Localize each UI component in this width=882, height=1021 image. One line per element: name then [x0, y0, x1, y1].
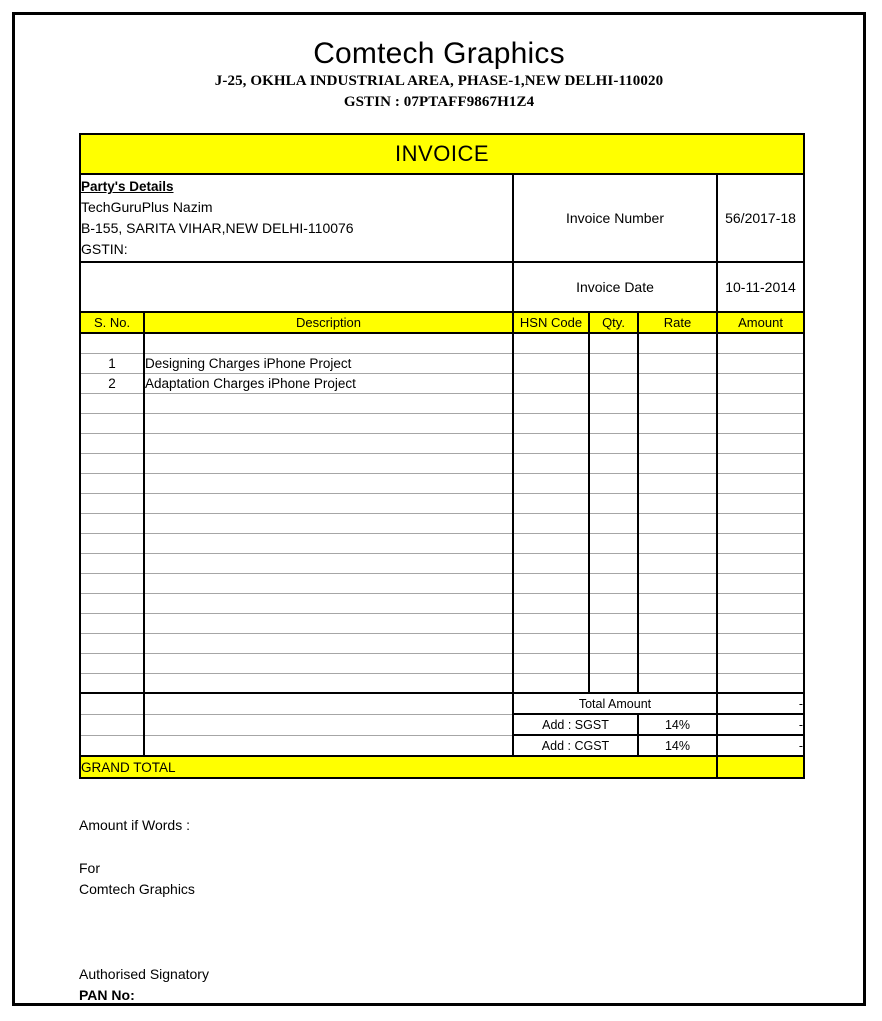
cell-amount[interactable]	[717, 333, 804, 353]
footer-spacer-1	[79, 836, 803, 858]
cell-qty[interactable]	[589, 333, 638, 353]
party-and-invoice-number-row	[80, 174, 804, 262]
invoice-number-label: Invoice Number	[513, 174, 717, 262]
cell-amount[interactable]	[717, 373, 804, 393]
table-row[interactable]	[80, 413, 804, 433]
cell-description[interactable]	[144, 493, 513, 513]
cell-sno[interactable]	[80, 493, 144, 513]
for-label: For	[79, 860, 100, 876]
cell-sno[interactable]	[80, 613, 144, 633]
cell-description[interactable]: Designing Charges iPhone Project	[144, 353, 513, 373]
table-row[interactable]	[80, 493, 804, 513]
totals-blank-desc	[144, 735, 513, 756]
cell-amount[interactable]	[717, 393, 804, 413]
cell-amount[interactable]	[717, 433, 804, 453]
invoice-number-value: 56/2017-18	[717, 174, 804, 262]
cell-rate[interactable]	[638, 513, 717, 533]
column-header-description: Description	[144, 312, 513, 333]
grand-total-row	[80, 756, 804, 778]
grand-total-label: GRAND TOTAL	[80, 756, 717, 778]
cell-hsn[interactable]	[513, 533, 589, 553]
cell-sno[interactable]: 1	[80, 353, 144, 373]
cell-sno[interactable]	[80, 553, 144, 573]
cell-amount[interactable]	[717, 513, 804, 533]
totals-row	[80, 714, 804, 735]
table-row[interactable]	[80, 653, 804, 673]
cell-qty[interactable]	[589, 593, 638, 613]
cell-rate[interactable]	[638, 473, 717, 493]
authorised-signatory-label: Authorised Signatory	[79, 966, 209, 982]
letterhead	[15, 37, 863, 113]
cell-amount[interactable]	[717, 533, 804, 553]
table-row[interactable]	[80, 393, 804, 413]
cell-description[interactable]	[144, 593, 513, 613]
totals-row	[80, 735, 804, 756]
cell-rate[interactable]	[638, 533, 717, 553]
cell-qty[interactable]	[589, 393, 638, 413]
cell-rate[interactable]	[638, 573, 717, 593]
totals-blank-sno	[80, 693, 144, 714]
item-rows	[80, 333, 804, 693]
cell-sno[interactable]	[80, 413, 144, 433]
amount-in-words-label: Amount if Words :	[79, 817, 191, 833]
grand-total-amount	[717, 756, 804, 778]
totals-amount: -	[717, 693, 804, 714]
table-row[interactable]	[80, 333, 804, 353]
company-address: J-25, OKHLA INDUSTRIAL AREA, PHASE-1,NEW DELHI-110020	[214, 73, 664, 89]
cell-rate[interactable]	[638, 453, 717, 473]
table-row[interactable]	[80, 373, 804, 393]
cell-qty[interactable]	[589, 613, 638, 633]
cell-rate[interactable]	[638, 493, 717, 513]
invoice-date-value: 10-11-2014	[717, 262, 804, 312]
cell-sno[interactable]	[80, 653, 144, 673]
party-address: B-155, SARITA VIHAR,NEW DELHI-110076	[81, 220, 354, 236]
cell-description[interactable]	[144, 613, 513, 633]
cell-qty[interactable]	[589, 493, 638, 513]
cell-amount[interactable]	[717, 613, 804, 633]
cell-hsn[interactable]	[513, 373, 589, 393]
table-row[interactable]	[80, 633, 804, 653]
cell-qty[interactable]	[589, 433, 638, 453]
cell-description[interactable]	[144, 573, 513, 593]
cell-rate[interactable]	[638, 633, 717, 653]
cell-rate[interactable]	[638, 613, 717, 633]
cell-qty[interactable]	[589, 353, 638, 373]
cell-qty[interactable]	[589, 513, 638, 533]
cell-sno[interactable]	[80, 533, 144, 553]
cell-rate[interactable]	[638, 333, 717, 353]
invoice-date-label: Invoice Date	[513, 262, 717, 312]
cell-description[interactable]	[144, 413, 513, 433]
cell-amount[interactable]	[717, 593, 804, 613]
cell-sno[interactable]	[80, 433, 144, 453]
table-row[interactable]	[80, 613, 804, 633]
for-company-name: Comtech Graphics	[79, 881, 195, 897]
cell-qty[interactable]	[589, 673, 638, 693]
cell-hsn[interactable]	[513, 413, 589, 433]
totals-blank-desc	[144, 693, 513, 714]
page-border	[12, 12, 866, 1006]
party-name: TechGuruPlus Nazim	[81, 199, 213, 215]
cell-sno[interactable]	[80, 513, 144, 533]
totals-amount: -	[717, 735, 804, 756]
cell-qty[interactable]	[589, 533, 638, 553]
cell-description[interactable]	[144, 473, 513, 493]
table-header-row	[80, 312, 804, 333]
cell-description[interactable]	[144, 553, 513, 573]
party-details-cell	[80, 174, 513, 262]
cell-rate[interactable]	[638, 413, 717, 433]
cell-sno[interactable]: 2	[80, 373, 144, 393]
totals-rows	[80, 693, 804, 756]
cell-hsn[interactable]	[513, 673, 589, 693]
cell-qty[interactable]	[589, 633, 638, 653]
cell-sno[interactable]	[80, 473, 144, 493]
totals-row	[80, 693, 804, 714]
cell-hsn[interactable]	[513, 473, 589, 493]
cell-description[interactable]	[144, 333, 513, 353]
cell-rate[interactable]	[638, 653, 717, 673]
invoice-title-row	[80, 134, 804, 174]
table-row[interactable]	[80, 673, 804, 693]
cell-rate[interactable]	[638, 433, 717, 453]
table-row[interactable]	[80, 533, 804, 553]
cell-qty[interactable]	[589, 573, 638, 593]
cell-amount[interactable]	[717, 493, 804, 513]
table-row[interactable]	[80, 453, 804, 473]
cell-hsn[interactable]	[513, 573, 589, 593]
cell-amount[interactable]	[717, 353, 804, 373]
cell-sno[interactable]	[80, 593, 144, 613]
cell-qty[interactable]	[589, 653, 638, 673]
invoice-table	[79, 133, 805, 779]
cell-rate[interactable]	[638, 553, 717, 573]
cell-description[interactable]	[144, 533, 513, 553]
cell-description[interactable]	[144, 453, 513, 473]
cell-sno[interactable]	[80, 633, 144, 653]
cell-rate[interactable]	[638, 393, 717, 413]
cell-amount[interactable]	[717, 653, 804, 673]
totals-amount: -	[717, 714, 804, 735]
company-gstin: GSTIN : 07PTAFF9867H1Z4	[343, 94, 535, 110]
cell-hsn[interactable]	[513, 613, 589, 633]
cell-hsn[interactable]	[513, 633, 589, 653]
pan-no-label: PAN No:	[79, 987, 135, 1003]
cell-rate[interactable]	[638, 353, 717, 373]
cell-description[interactable]	[144, 653, 513, 673]
table-row[interactable]	[80, 513, 804, 533]
cell-description[interactable]	[144, 433, 513, 453]
signature-space	[79, 900, 803, 964]
totals-label: Add : CGST	[513, 735, 638, 756]
cell-hsn[interactable]	[513, 353, 589, 373]
table-row[interactable]	[80, 553, 804, 573]
cell-hsn[interactable]	[513, 653, 589, 673]
cell-amount[interactable]	[717, 673, 804, 693]
party-gstin: GSTIN:	[81, 241, 128, 257]
cell-rate[interactable]	[638, 673, 717, 693]
column-header-sno: S. No.	[80, 312, 144, 333]
company-name: Comtech Graphics	[313, 37, 565, 70]
totals-label: Total Amount	[513, 693, 717, 714]
totals-rate: 14%	[638, 735, 717, 756]
table-row[interactable]	[80, 433, 804, 453]
cell-description[interactable]	[144, 633, 513, 653]
cell-hsn[interactable]	[513, 453, 589, 473]
party-extra-cell	[80, 262, 513, 312]
column-header-hsn: HSN Code	[513, 312, 589, 333]
cell-hsn[interactable]	[513, 493, 589, 513]
column-header-qty: Qty.	[589, 312, 638, 333]
cell-rate[interactable]	[638, 593, 717, 613]
cell-qty[interactable]	[589, 413, 638, 433]
totals-label: Add : SGST	[513, 714, 638, 735]
cell-description[interactable]	[144, 673, 513, 693]
cell-description[interactable]	[144, 513, 513, 533]
invoice-footer	[79, 815, 803, 1006]
totals-blank-sno	[80, 735, 144, 756]
totals-blank-sno	[80, 714, 144, 735]
cell-sno[interactable]	[80, 333, 144, 353]
cell-sno[interactable]	[80, 453, 144, 473]
cell-description[interactable]	[144, 393, 513, 413]
party-details-heading: Party's Details	[81, 179, 174, 194]
cell-sno[interactable]	[80, 673, 144, 693]
totals-rate: 14%	[638, 714, 717, 735]
cell-amount[interactable]	[717, 573, 804, 593]
column-header-rate: Rate	[638, 312, 717, 333]
cell-amount[interactable]	[717, 473, 804, 493]
cell-qty[interactable]	[589, 553, 638, 573]
cell-qty[interactable]	[589, 453, 638, 473]
cell-amount[interactable]	[717, 553, 804, 573]
totals-blank-desc	[144, 714, 513, 735]
table-row[interactable]	[80, 593, 804, 613]
invoice-title: INVOICE	[80, 134, 804, 174]
cell-rate[interactable]	[638, 373, 717, 393]
cell-hsn[interactable]	[513, 333, 589, 353]
cell-sno[interactable]	[80, 573, 144, 593]
table-row[interactable]	[80, 573, 804, 593]
cell-qty[interactable]	[589, 373, 638, 393]
cell-hsn[interactable]	[513, 553, 589, 573]
cell-amount[interactable]	[717, 453, 804, 473]
cell-hsn[interactable]	[513, 513, 589, 533]
cell-description[interactable]: Adaptation Charges iPhone Project	[144, 373, 513, 393]
invoice-date-row	[80, 262, 804, 312]
cell-qty[interactable]	[589, 473, 638, 493]
cell-hsn[interactable]	[513, 433, 589, 453]
column-header-amount: Amount	[717, 312, 804, 333]
cell-sno[interactable]	[80, 393, 144, 413]
table-row[interactable]	[80, 473, 804, 493]
cell-hsn[interactable]	[513, 593, 589, 613]
cell-amount[interactable]	[717, 633, 804, 653]
cell-amount[interactable]	[717, 413, 804, 433]
table-row[interactable]	[80, 353, 804, 373]
cell-hsn[interactable]	[513, 393, 589, 413]
